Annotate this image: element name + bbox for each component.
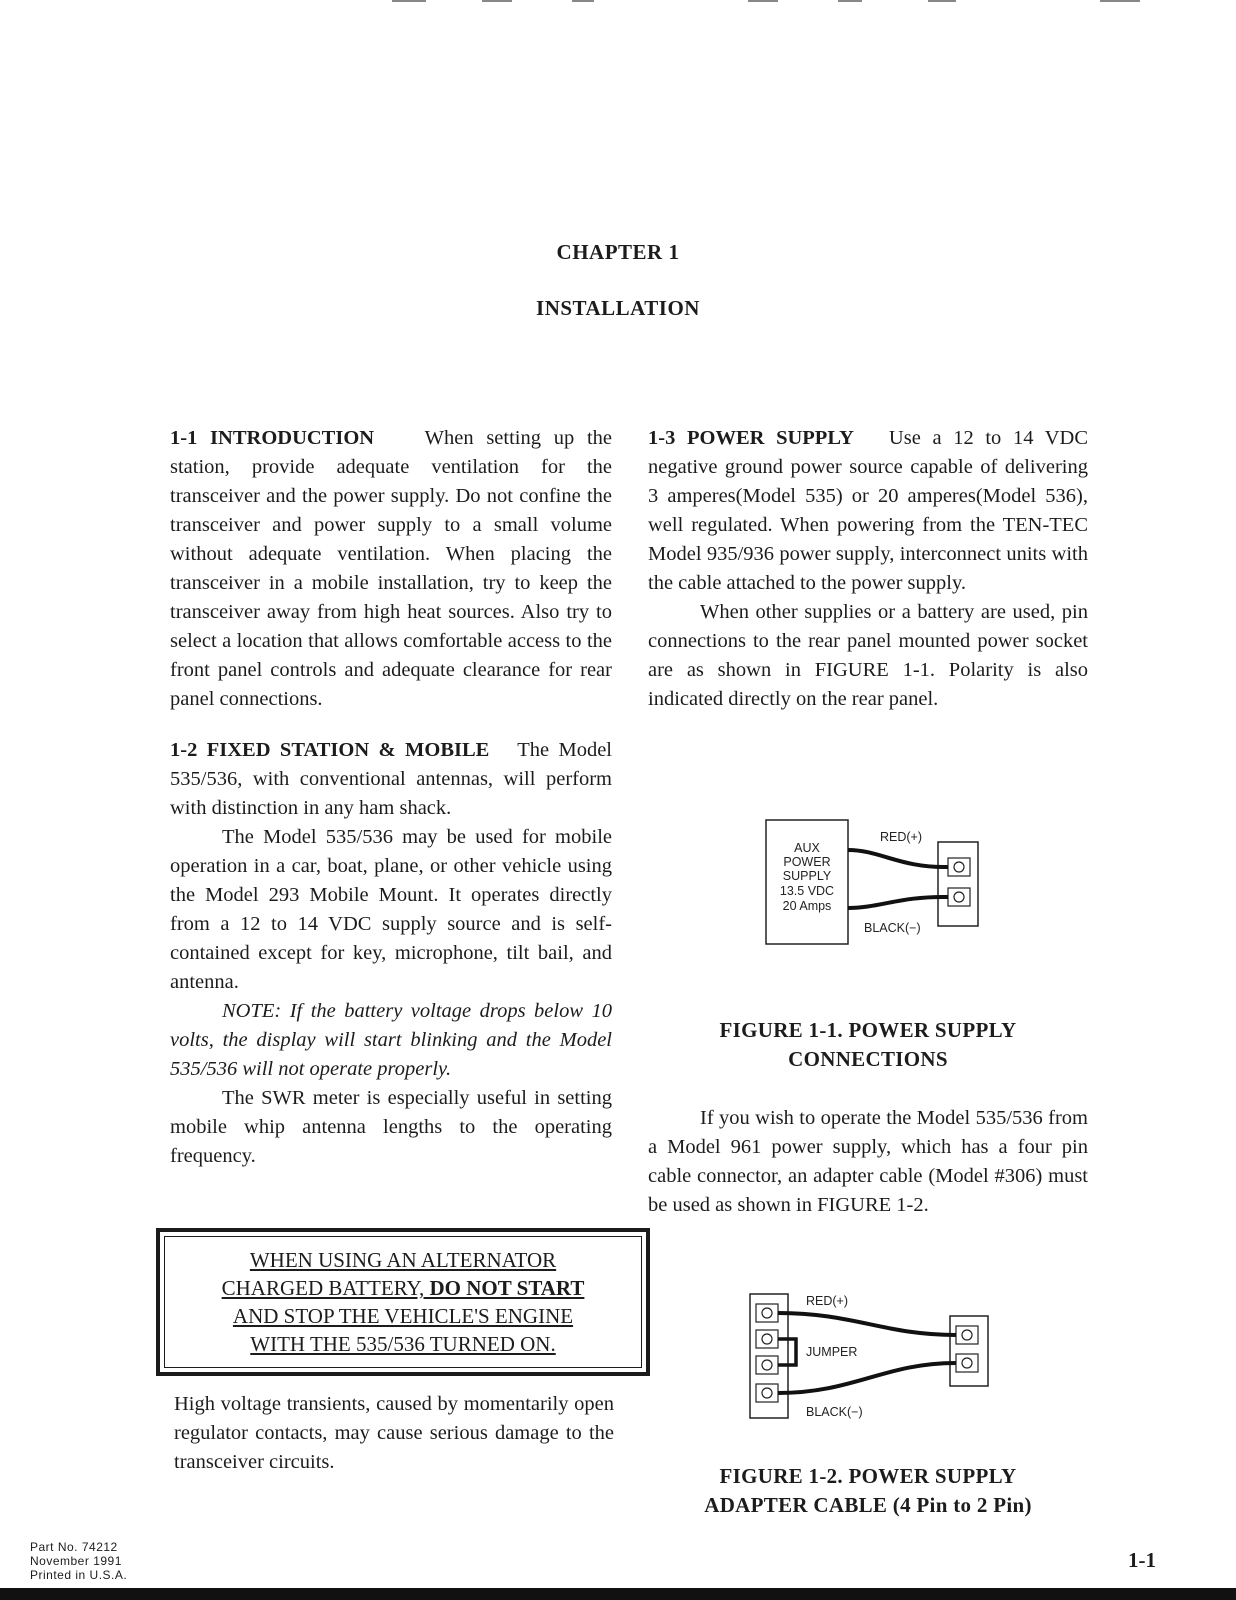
paragraph: When setting up the station, provide adequate ventilation for the transceiver and the power supply. Do not confine the transceiver and power supply to a small volume without adequate ventilation. When placing the transceiver in a mobile installation, try to keep the transceiver away from high heat sources. Also try to select a location that allows comfortable access to the front panel controls and adequate clearance for rear panel connections.: [170, 427, 612, 710]
pin-terminal-icon: [954, 862, 964, 872]
after-warning-paragraph: High voltage transients, caused by momentarily open regulator contacts, may cause serious damage to the transceiver circuits.: [174, 1393, 614, 1473]
black-label: BLACK(−): [806, 1405, 863, 1419]
paragraph: The Model 535/536, with conventional antennas, will perform with distinction in any ham shack.: [170, 739, 612, 819]
left-column: [170, 424, 612, 1171]
chapter-number: CHAPTER 1: [556, 240, 680, 264]
red-label: RED(+): [806, 1294, 849, 1308]
section-heading: 1-1 INTRODUCTION: [170, 427, 375, 449]
black-wire: [778, 1363, 956, 1393]
section-fixed-station: [170, 736, 612, 823]
section-power-supply: [648, 424, 1088, 598]
scan-mark: [392, 0, 426, 2]
warning-text: CHARGED BATTERY,: [221, 1276, 430, 1300]
power-socket: [938, 842, 978, 926]
warning-line: AND STOP THE VEHICLE'S ENGINE: [232, 1304, 574, 1328]
note-paragraph: NOTE: If the battery voltage drops below 10 volts, the display will start blinking and the Model 535/536 will not operate properly.: [170, 1000, 612, 1080]
scan-mark: [838, 0, 862, 2]
aux-box-line: AUX: [794, 841, 820, 855]
scan-edge: [0, 1588, 1236, 1600]
connector-pin: [756, 1330, 778, 1348]
pin-terminal-icon: [954, 892, 964, 902]
pin-terminal-icon: [962, 1330, 972, 1340]
print-info: [30, 1540, 127, 1582]
paragraph: The Model 535/536 may be used for mobile operation in a car, boat, plane, or other vehicle using the Model 293 Mobile Mount. It operates directly from a 12 to 14 VDC supply source and is self-contained except for key, microphone, tilt bail, and antenna.: [170, 826, 612, 993]
section-heading: 1-3 POWER SUPPLY: [648, 427, 854, 449]
aux-box-line: SUPPLY: [782, 869, 832, 883]
paragraph: If you wish to operate the Model 535/536 from a Model 961 power supply, which has a four pin cable connector, an adapter cable (Model #306) must be used as shown in FIGURE 1-2.: [648, 1107, 1088, 1216]
jumper-wire: [778, 1339, 796, 1365]
warning-emphasis: DO NOT START: [429, 1276, 585, 1300]
warning-line: WHEN USING AN ALTERNATOR: [249, 1248, 557, 1272]
aux-box-line: POWER: [783, 855, 831, 869]
socket-pin: [948, 888, 970, 906]
printed-in: Printed in U.S.A.: [30, 1568, 128, 1582]
pin-terminal-icon: [762, 1388, 772, 1398]
connector-pin: [956, 1326, 978, 1344]
red-wire: [848, 850, 948, 867]
page-number: 1-1: [1128, 1548, 1156, 1572]
caption-line: FIGURE 1-2. POWER SUPPLY: [719, 1464, 1017, 1488]
paragraph: When other supplies or a battery are used, pin connections to the rear panel mounted power socket are as shown in FIGURE 1-1. Polarity is also indicated directly on the rear panel.: [648, 601, 1088, 710]
black-wire: [848, 897, 948, 908]
connector-pin: [756, 1304, 778, 1322]
jumper-label: JUMPER: [806, 1345, 858, 1359]
chapter-title: INSTALLATION: [536, 296, 700, 320]
warning-line: [222, 1274, 585, 1302]
paragraph: Use a 12 to 14 VDC negative ground power source capable of delivering 3 amperes(Model 535) or 20 amperes(Model 536), well regulated. When powering from the TEN-TEC Model 935/936 power supply, interconnect units with the cable attached to the power supply.: [648, 427, 1089, 594]
right-column: [648, 424, 1088, 714]
pin-terminal-icon: [762, 1308, 772, 1318]
red-label: RED(+): [880, 830, 923, 844]
connector-pin: [956, 1354, 978, 1372]
scan-mark: [1100, 0, 1140, 2]
part-number: Part No. 74212: [30, 1540, 118, 1554]
figure-1-2-caption: [648, 1462, 1088, 1520]
caption-line: CONNECTIONS: [788, 1047, 948, 1071]
scan-mark: [748, 0, 778, 2]
section-heading: 1-2 FIXED STATION & MOBILE: [170, 739, 490, 761]
pin-terminal-icon: [962, 1358, 972, 1368]
scan-mark: [482, 0, 512, 2]
figure-1-1-diagram: [760, 816, 990, 954]
caption-line: FIGURE 1-1. POWER SUPPLY: [719, 1018, 1017, 1042]
aux-box-line: 20 Amps: [782, 899, 832, 913]
section-introduction: [170, 424, 612, 714]
warning-box: [156, 1228, 650, 1376]
figure-1-1-caption: [648, 1016, 1088, 1074]
red-wire: [778, 1313, 956, 1335]
pin-terminal-icon: [762, 1360, 772, 1370]
scan-mark: [928, 0, 956, 2]
connector-pin: [756, 1356, 778, 1374]
caption-line: ADAPTER CABLE (4 Pin to 2 Pin): [704, 1493, 1032, 1517]
aux-box-line: 13.5 VDC: [779, 884, 835, 898]
scan-mark: [572, 0, 594, 2]
figure-1-2-diagram: [744, 1288, 994, 1424]
paragraph: The SWR meter is especially useful in setting mobile whip antenna lengths to the operating frequency.: [170, 1087, 612, 1167]
black-label: BLACK(−): [864, 921, 921, 935]
pin-terminal-icon: [762, 1334, 772, 1344]
socket-pin: [948, 858, 970, 876]
connector-pin: [756, 1384, 778, 1402]
print-date: November 1991: [30, 1554, 122, 1568]
warning-line: WITH THE 535/536 TURNED ON.: [250, 1332, 556, 1356]
